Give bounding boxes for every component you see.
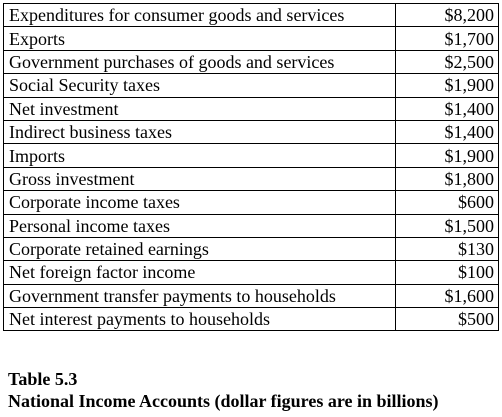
row-label: Net foreign factor income [4, 261, 396, 284]
row-value: $100 [396, 261, 499, 284]
row-label: Corporate income taxes [4, 191, 396, 214]
table-title: National Income Accounts (dollar figures are in billions) [8, 391, 439, 411]
row-label: Gross investment [4, 167, 396, 190]
table-row [4, 261, 499, 284]
row-value: $1,900 [396, 74, 499, 97]
table-row [4, 4, 499, 27]
row-value: $1,800 [396, 167, 499, 190]
national-income-table [3, 3, 499, 331]
table-row [4, 50, 499, 73]
row-value: $1,600 [396, 284, 499, 307]
row-value: $1,400 [396, 120, 499, 143]
row-label: Indirect business taxes [4, 120, 396, 143]
table-row [4, 237, 499, 260]
table-body [4, 4, 499, 331]
row-value: $500 [396, 308, 499, 331]
table-caption [8, 368, 439, 412]
row-label: Social Security taxes [4, 74, 396, 97]
row-label: Government purchases of goods and services [4, 50, 396, 73]
row-value: $2,500 [396, 50, 499, 73]
table-row [4, 27, 499, 50]
table-number: Table 5.3 [8, 369, 78, 389]
row-label: Imports [4, 144, 396, 167]
table-row [4, 120, 499, 143]
table-row [4, 214, 499, 237]
row-value: $8,200 [396, 4, 499, 27]
row-value: $600 [396, 191, 499, 214]
table-row [4, 74, 499, 97]
row-label: Expenditures for consumer goods and services [4, 4, 396, 27]
row-value: $130 [396, 237, 499, 260]
table-row [4, 191, 499, 214]
table-row [4, 97, 499, 120]
row-label: Exports [4, 27, 396, 50]
national-income-table-container [3, 3, 499, 331]
table-row [4, 144, 499, 167]
table-row [4, 308, 499, 331]
table-row [4, 284, 499, 307]
row-value: $1,700 [396, 27, 499, 50]
row-label: Net investment [4, 97, 396, 120]
row-value: $1,400 [396, 97, 499, 120]
table-row [4, 167, 499, 190]
row-label: Corporate retained earnings [4, 237, 396, 260]
row-value: $1,900 [396, 144, 499, 167]
row-label: Net interest payments to households [4, 308, 396, 331]
row-value: $1,500 [396, 214, 499, 237]
row-label: Personal income taxes [4, 214, 396, 237]
row-label: Government transfer payments to households [4, 284, 396, 307]
